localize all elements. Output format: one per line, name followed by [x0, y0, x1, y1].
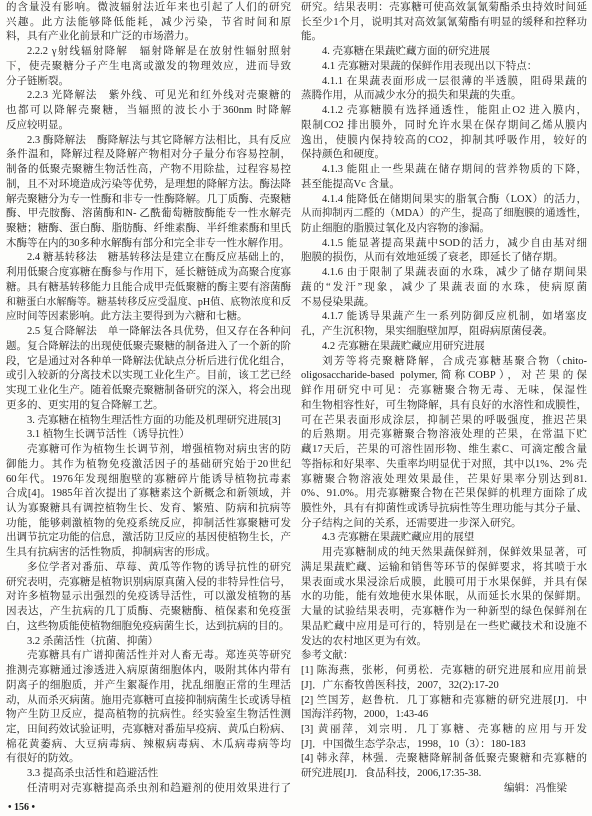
text-line: 4.1.5 能显著提高果蔬中SOD的活力，减少自由基对细: [322, 237, 587, 249]
section-heading: [301, 531, 587, 546]
text-line: 御能力。其作为植物免疫激活因子的基础研究始于20世纪: [6, 458, 291, 470]
text-line: 0%、91.0%。用壳寡糖聚合物在芒果保鲜的机理方面除了成: [301, 488, 587, 500]
text-line: 木酶等在内的30多种水解酶有部分和完全非专一性水解作用。: [6, 237, 290, 249]
text-line: 可在芒果表面形成涂层，抑制芒果的呼吸强度，推迟芒果: [301, 414, 587, 426]
text-line: 果表面或水果浸涂后成膜，此膜可用于水果保鲜，并具有保: [301, 576, 587, 588]
text-line: 定，田间药效试验证明，壳寡糖对番茄早疫病、黄瓜白粉病、: [6, 723, 291, 735]
text-line: 膜性外，具有有抑菌性或诱导抗病性等生理功能与其分子量、: [301, 502, 587, 514]
text-line: 推测壳寡糖通过渗透进入病原菌细胞体内，吸附其体内带有: [6, 665, 291, 677]
text-line: 阴离子的细胞质，并产生絮凝作用，扰乱细胞正常的生理活: [6, 679, 291, 691]
paragraph: [301, 546, 587, 649]
text-line: [1] 陈海燕，张彬，何勇松．壳寡糖的研究进展和应用前景: [301, 665, 587, 677]
section-heading: [6, 767, 291, 782]
text-line: 糖。具有糖基转移能力且能合成甲壳低聚糖的酶主要有溶菌酶: [6, 281, 291, 293]
right-column-body: [301, 1, 587, 782]
text-line: 3. 壳寡糖在植物生理活性方面的功能及机理研究进展[3]: [27, 414, 281, 426]
text-line: 3.3 提高杀虫活性和趋避活性: [27, 768, 159, 780]
text-line: 棉花黄萎病、大豆病毒病、辣椒病毒病、木瓜病毒病等均: [6, 738, 291, 750]
text-line: 有很好的防效。: [6, 753, 80, 765]
text-line: 2.4 糖基转移法 糖基转移法是建立在酶反应基础上的，: [27, 252, 291, 264]
text-line: 功能，能够刺激植物的免疫系统反应，抑制活性寡聚糖可发: [6, 517, 291, 529]
text-line: 长至少1个月，说明其对高效氯氰菊酯有明显的缓释和控释功: [301, 16, 587, 28]
text-line: 更多的、更实用的复合降解工艺。: [6, 399, 164, 411]
text-line: [J]．中国微生态学杂志，1998，10（3）：180-183: [301, 738, 526, 750]
text-line: 多位学者对番茄、草莓、黄瓜等作物的诱导抗性的研究: [27, 561, 291, 573]
paragraph: [301, 104, 587, 163]
section-heading: [301, 60, 587, 75]
reference-item: [301, 694, 587, 723]
paragraph: [301, 310, 587, 339]
text-line: 任清明对壳寡糖提高杀虫剂和趋避剂的使用效果进行了: [27, 782, 291, 794]
section-heading: [6, 414, 291, 429]
text-line: 和生物相容性好，可生物降解，具有良好的水溶性和成膜性，: [301, 399, 587, 411]
text-line: 动，从而杀灭病菌。施用壳寡糖可直接抑制病菌生长或诱导植: [6, 694, 291, 706]
text-line: 兴趣。此方法能够降低能耗，减少污染，节省时间和原: [6, 16, 291, 28]
text-line: 段，它是通过对各种单一降解法优缺点分析后进行优化组合，: [6, 355, 291, 367]
text-line: 4.3 壳寡糖在果蔬贮藏应用的展望: [322, 532, 475, 544]
text-line: 4.1 壳寡糖对果蔬的保鲜作用表现出以下特点：: [322, 60, 538, 72]
references-title: [301, 649, 587, 664]
text-line: 或引入较新的分离技术以实现工业化生产。目前，该工艺已经: [6, 370, 291, 382]
text-line: 保持颜色和硬度。: [301, 149, 385, 161]
text-line: 也都可以降解壳聚糖，当辐照的波长小于360nm 时降解: [6, 105, 291, 117]
text-line: 国海洋药物，2000，1:43-46: [301, 709, 429, 721]
text-line: 和糖蛋白水解酶等。糖基转移反应受温度、pH值、底物浓度和反: [6, 296, 291, 308]
paragraph: [6, 325, 291, 413]
page-number: • 156 •: [8, 802, 36, 813]
section-heading: [6, 635, 291, 650]
text-line: 等指标和好果率、失重率均明显优于对照，其中以1%、2% 壳: [301, 458, 587, 470]
section-heading: [301, 45, 587, 60]
text-line: 物产生防卫反应，提高植物的抗病性。经实验室生物活性测: [6, 709, 291, 721]
right-column: [301, 1, 587, 797]
text-line: 大量的试验结果表明，壳寡糖作为一种新型的绿色保鲜剂在: [301, 606, 587, 618]
text-line: 蔬的“发汗”现象，减少了果蔬表面的水珠，使病原菌: [301, 281, 587, 293]
text-line: 满足果蔬贮藏、运输和销售等环节的保鲜要求，将其喷于水: [301, 561, 587, 573]
text-line: 参考文献：: [301, 650, 354, 662]
reference-item: [301, 752, 587, 781]
text-line: 鲜作用研究中可见：壳寡糖聚合物无毒、无味，保湿性: [301, 385, 587, 397]
text-line: 孔，产生沉积物，果实细胞壁加厚，阻碍病原菌侵袭。: [301, 326, 553, 338]
text-line: 的后熟期。用壳寡糖聚合物溶液处理的芒果，在常温下贮: [301, 429, 587, 441]
text-line: 4.1.6 由于限制了果蔬表面的水珠，减少了储存期间果: [322, 267, 587, 279]
text-line: 料，具有产业化前景和广泛的市场潜力。: [6, 31, 195, 43]
text-line: 4.1.2 壳寡糖膜有选择通透性，能阻止O2 进入膜内，: [322, 105, 587, 117]
text-line: 蒸腾作用，从而减少水分的损失和果蔬的失重。: [301, 90, 522, 102]
text-line: [3] 黄丽萍，刘宗明．几丁寡糖、壳寡糖的应用与开发: [301, 723, 587, 735]
text-line: 寡糖聚合物溶液处理效果最佳，芒果好果率分别达到81.: [301, 473, 587, 485]
section-heading: [6, 428, 291, 443]
text-line: 4.1.4 能降低在储期间果实的脂氧合酶（LOX）的活力，: [322, 193, 587, 205]
text-line: 制备的低聚壳聚糖生物活性高，产物不用除盐，过程容易控: [6, 164, 291, 176]
text-line: 研究表明，壳寡糖是植物识别病原真菌入侵的非特异性信号，: [6, 576, 291, 588]
paragraph: [6, 89, 291, 133]
paragraph: [6, 561, 291, 635]
text-line: 反应较明显。: [6, 119, 69, 131]
text-line: 分子结构之间的关系，还需要进一步深入研究。: [301, 517, 522, 529]
paragraph-continued: [6, 1, 291, 45]
paragraph: [6, 649, 291, 767]
text-line: 胞膜的损伤，从而有效地延缓了衰老，即延长了储存期。: [301, 252, 564, 264]
text-line: 白，这些物质能使植物细胞免疫病菌生长，达到抗病的目的。: [6, 620, 290, 632]
text-line: 聚糖；糖酶、蛋白酶、脂肪酶、纤维素酶、半纤维素酶和里氏: [6, 223, 291, 235]
text-line: 生具有抗病害的活性物质，抑制病害的形成。: [6, 547, 216, 559]
text-line: 因表达，产生抗病的几丁质酶、壳聚糖酶、植保素和免疫蛋: [6, 606, 291, 618]
text-line: 实现工业化生产。随着低聚壳聚糖制备研究的深入，将会出现: [6, 385, 291, 397]
text-line: 题。复合降解法的出现使低聚壳聚糖的制备进入了一个新的阶: [6, 340, 291, 352]
text-line: 条件温和，降解过程及降解产物相对分子量分布容易控制，: [6, 149, 291, 161]
text-line: 分子链断裂。: [6, 75, 69, 87]
text-line: 4.1.3 能阻止一些果蔬在储存期间的营养物质的下降，: [322, 164, 587, 176]
editor-credit: 编辑：冯惟梁: [504, 782, 567, 794]
text-line: 刘芳等将壳聚糖降解，合成壳寡糖基聚合物（chito-: [322, 355, 587, 367]
text-line: 4.1.7 能诱导果蔬产生一系列防御反应机制，如堵塞皮: [322, 311, 587, 323]
text-line: 60年代。1976年发现细胞壁的寡糖碎片能诱导植物抗毒素: [6, 473, 291, 485]
text-line: 制，且不对环境造成污染等优势，是理想的降解方法。酶法降: [6, 178, 291, 190]
section-heading: [301, 340, 587, 355]
paragraph: [6, 782, 291, 797]
paragraph: [301, 266, 587, 310]
paragraph: [6, 134, 291, 252]
text-line: 酶、甲壳胺酶、溶菌酶和N- 乙酰葡萄糖胺酶能专一性水解壳: [6, 208, 291, 220]
text-line: 能。: [301, 31, 322, 43]
paragraph: [301, 163, 587, 192]
paragraph: [6, 443, 291, 561]
text-line: 合成[4]。1985年首次提出了寡糖素这个新概念和新领域，并: [6, 488, 291, 500]
text-line: 认为寡聚糖具有调控植物生长、发育、繁殖、防病和抗病等: [6, 502, 291, 514]
text-line: 水的功能，能有效地使水果体眠，从而延长水果的保鲜期。: [301, 591, 587, 603]
text-line: 2.3 酶降解法 酶降解法与其它降解方法相比，具有反应: [27, 134, 291, 146]
text-line: 限制CO2 排出膜外，同时允许水果在保存期间乙烯从膜内: [301, 119, 587, 131]
text-line: 解壳聚糖分为专一性酶和非专一性酶降解。几丁质酶、壳聚糖: [6, 193, 291, 205]
text-line: 2.2.2 γ射线辐射降解 辐射降解是在放射性辐射照射: [27, 46, 291, 58]
text-line: [2] 竺国芳，赵鲁杭．几丁寡糖和壳寡糖的研究进展[J]．中: [301, 694, 587, 706]
text-line: 应时间等因素影响。此方法主要得到为六糖和七糖。: [6, 311, 248, 323]
reference-item: [301, 723, 587, 752]
paragraph: [301, 193, 587, 237]
text-line: 防止细胞的脂膜过氧化及内容物的渗漏。: [301, 223, 490, 235]
text-line: 研究进展[J]．食品科技，2006,17:35-38.: [301, 768, 482, 780]
left-column: [6, 1, 291, 797]
text-line: 逸出，使膜内保持较高的CO2，抑制其呼吸作用，较好的: [301, 134, 587, 146]
text-line: 2.5 复合降解法 单一降解法各具优势，但又存在各种问: [27, 326, 291, 338]
text-line: [J]．广东畜牧兽医科技，2007，32(2):17-20: [301, 679, 499, 691]
text-line: 发达的农村地区更为有效。: [301, 635, 427, 647]
text-line: 3.1 植物生长调节活性（诱导抗性）: [27, 429, 190, 441]
paragraph: [6, 45, 291, 89]
text-line: 4. 壳寡糖在果蔬贮藏方面的研究进展: [322, 46, 490, 58]
paragraph: [301, 75, 587, 104]
text-line: 2.2.3 光降解法 紫外线、可见光和红外线对壳聚糖的: [27, 90, 291, 102]
reference-item: [301, 664, 587, 693]
text-line: 藏17天后，芒果的可溶性固形物、维生素C、可滴定酸含量: [301, 444, 587, 456]
text-line: 不易侵染果蔬。: [301, 296, 375, 308]
text-line: 果品贮藏中应用是可行的，特别是在一些贮藏技术和设施不: [301, 620, 587, 632]
text-line: 下，使壳聚糖分子产生电离或激发的物理效应，进而导致: [6, 60, 291, 72]
text-line: 壳寡糖具有广谱抑菌活性并对人畜无毒。郑连英等研究: [27, 650, 291, 662]
text-line: 4.1.1 在果蔬表面形成一层很薄的半透膜，阻碍果蔬的: [322, 75, 587, 87]
text-line: 从而抑制丙二醛的（MDA）的产生，提高了细胞膜的通透性，: [301, 208, 587, 220]
text-line: 对许多植物显示出强烈的免疫诱导活性，可以激发植物的基: [6, 591, 291, 603]
text-line: 甚至能提高Vc 含量。: [301, 178, 400, 190]
text-line: 利用低聚合度寡糖在酶参与作用下，延长糖链成为高聚合度寡: [6, 267, 291, 279]
paragraph: [6, 251, 291, 325]
text-line: oligosaccharide-based polymer,简称COBP），对芒果的保: [301, 370, 587, 382]
text-line: [4] 韩永萍，林强．壳聚糖降解制备低聚壳聚糖和壳寡糖的: [301, 753, 587, 765]
paragraph: [301, 355, 587, 532]
paragraph: [301, 237, 587, 266]
text-line: 壳寡糖可作为植物生长调节剂，增强植物对病虫害的防: [27, 444, 291, 456]
text-line: 出调节抗定功能的信息，激活防卫反应的基因使植物生长，产: [6, 532, 291, 544]
text-line: 的含量没有影响。微波辐射法近年来也引起了人们的研究: [6, 2, 291, 13]
paragraph-continued: [301, 1, 587, 45]
text-line: 4.2 壳寡糖在果蔬贮藏应用研究进展: [322, 340, 485, 352]
text-line: 3.2 杀菌活性（抗菌、抑菌）: [27, 635, 159, 647]
text-line: 研究。结果表明：壳寡糖可使高效氯氰菊酯杀虫持效时间延: [301, 2, 587, 13]
text-line: 用壳寡糖制成的纯天然果蔬保鲜剂，保鲜效果显著，可: [322, 547, 587, 559]
